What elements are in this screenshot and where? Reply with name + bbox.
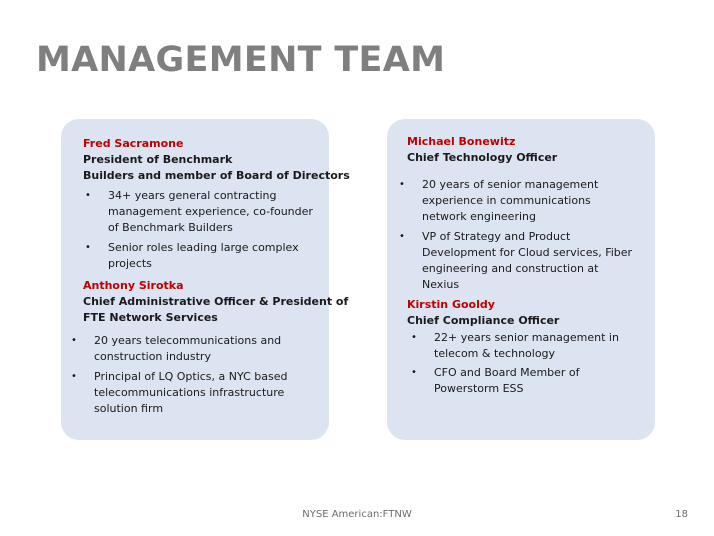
bio-bullet-line: 20 years telecommunications and (94, 334, 282, 347)
bio-bullet-line: network engineering (422, 210, 536, 223)
bio-bullet-line: Principal of LQ Optics, a NYC based (94, 370, 288, 383)
bio-bullet-line: Nexius (422, 278, 460, 291)
bio-bullet-line: construction industry (94, 350, 211, 363)
bio-bullet-line: experience in communications (422, 194, 591, 207)
person-role (407, 313, 655, 329)
person-role (83, 294, 349, 326)
bio-bullet-line: projects (108, 257, 152, 270)
bio-bullet-line: telecom & technology (434, 347, 556, 360)
person-role-line: FTE Network Services (83, 311, 218, 324)
bio-bullet-line: Powerstorm ESS (434, 382, 524, 395)
bio-bullet-line: Development for Cloud services, Fiber (422, 246, 633, 259)
bio-bullet-line: of Benchmark Builders (108, 221, 233, 234)
person-role-line: Chief Compliance Officer (407, 314, 560, 327)
person-role-line: Chief Administrative Officer & President of (83, 295, 349, 308)
bullet-icon: • (71, 371, 77, 382)
bio-bullet-list (83, 188, 329, 272)
bio-bullet-line: VP of Strategy and Product (422, 230, 571, 243)
bio-bullet-item (397, 229, 655, 293)
page-number: 18 (675, 509, 688, 520)
person-role-line: Builders and member of Board of Directors (83, 169, 350, 182)
bio-bullet-line: CFO and Board Member of (434, 366, 580, 379)
bio-bullet-item (83, 188, 329, 236)
person-block-kirstin-gooldy (407, 297, 655, 397)
person-name: Michael Bonewitz (407, 135, 516, 148)
person-name: Kirstin Gooldy (407, 298, 495, 311)
bio-bullet-line: 20 years of senior management (422, 178, 599, 191)
bio-bullet-line: 34+ years general contracting (108, 189, 277, 202)
bio-bullet-item (69, 333, 329, 365)
bio-bullet-line: management experience, co-founder (108, 205, 313, 218)
bullet-icon: • (399, 179, 405, 190)
bullet-icon: • (399, 231, 405, 242)
bio-bullet-item (397, 177, 655, 225)
person-name: Anthony Sirotka (83, 279, 184, 292)
person-block-fred-sacramone (83, 136, 350, 272)
bio-bullet-list (397, 177, 655, 293)
person-role (83, 152, 350, 184)
bullet-icon: • (85, 242, 91, 253)
footer-ticker: NYSE American:FTNW (302, 509, 412, 520)
person-role-line: President of Benchmark (83, 153, 233, 166)
bio-bullet-line: telecommunications infrastructure (94, 386, 285, 399)
management-card-right (387, 119, 655, 440)
bullet-icon: • (85, 190, 91, 201)
person-block-michael-bonewitz (399, 134, 655, 293)
bullet-icon: • (411, 367, 417, 378)
person-role-line: Chief Technology Officer (407, 151, 558, 164)
bio-bullet-line: solution firm (94, 402, 164, 415)
bio-bullet-item (83, 240, 329, 272)
bullet-icon: • (71, 335, 77, 346)
person-role (407, 150, 655, 166)
bullet-icon: • (411, 332, 417, 343)
slide-title: MANAGEMENT TEAM (36, 40, 446, 80)
person-block-anthony-sirotka (71, 278, 349, 417)
bio-bullet-item (409, 365, 655, 397)
bio-bullet-list (69, 333, 329, 417)
bio-bullet-line: engineering and construction at (422, 262, 599, 275)
bio-bullet-line: 22+ years senior management in (434, 331, 619, 344)
bio-bullet-list (409, 330, 655, 397)
bio-bullet-item (69, 369, 329, 417)
bio-bullet-item (409, 330, 655, 362)
management-card-left (61, 119, 350, 440)
bio-bullet-line: Senior roles leading large complex (108, 241, 299, 254)
person-name: Fred Sacramone (83, 137, 184, 150)
